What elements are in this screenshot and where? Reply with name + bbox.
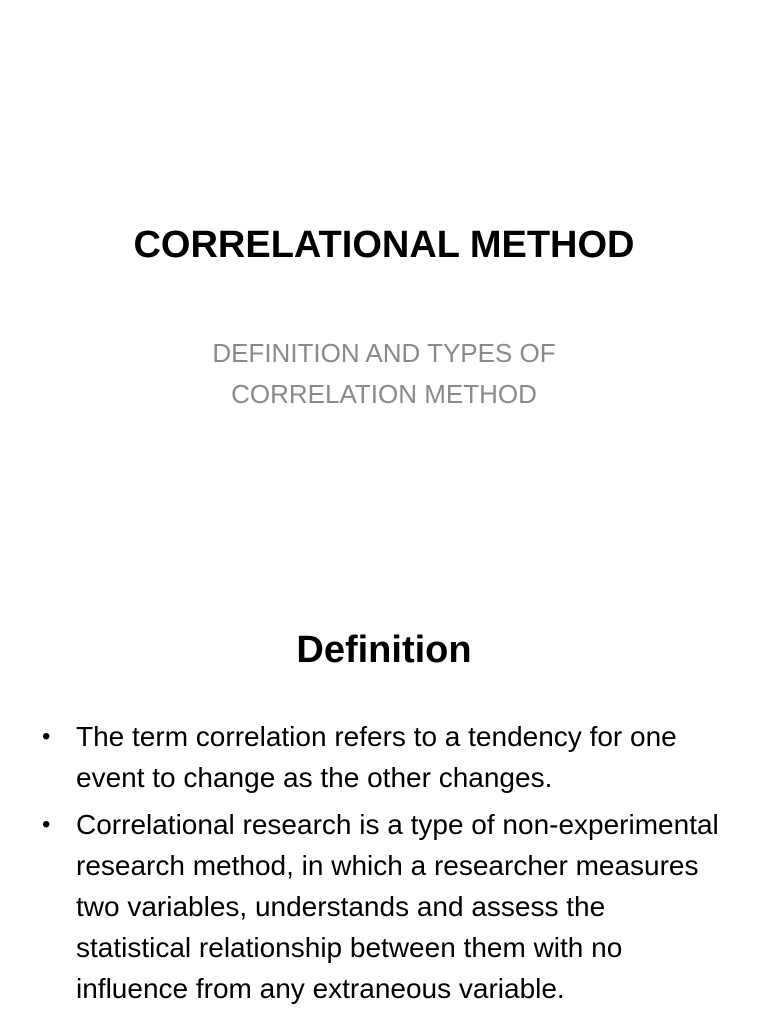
slide-title: CORRELATIONAL METHOD [133,224,635,266]
bullet-item [42,716,722,798]
section-heading: Definition [296,629,472,671]
bullet-text: Correlational research is a type of non-experimental research method, in which a researcher measures two variables, understands and assess the statistical relationship between them with no influence from any extraneous variable. [76,809,719,1004]
bullet-list [42,716,722,1015]
bullet-item [42,804,722,1009]
subtitle-line-2: CORRELATION METHOD [231,379,537,409]
bullet-text: The term correlation refers to a tendency for one event to change as the other changes. [76,721,677,793]
slide-subtitle [84,333,684,415]
bullet-icon: • [42,811,51,838]
subtitle-line-1: DEFINITION AND TYPES OF [212,338,556,368]
definition-slide [0,576,768,1024]
bullet-icon: • [42,723,51,750]
